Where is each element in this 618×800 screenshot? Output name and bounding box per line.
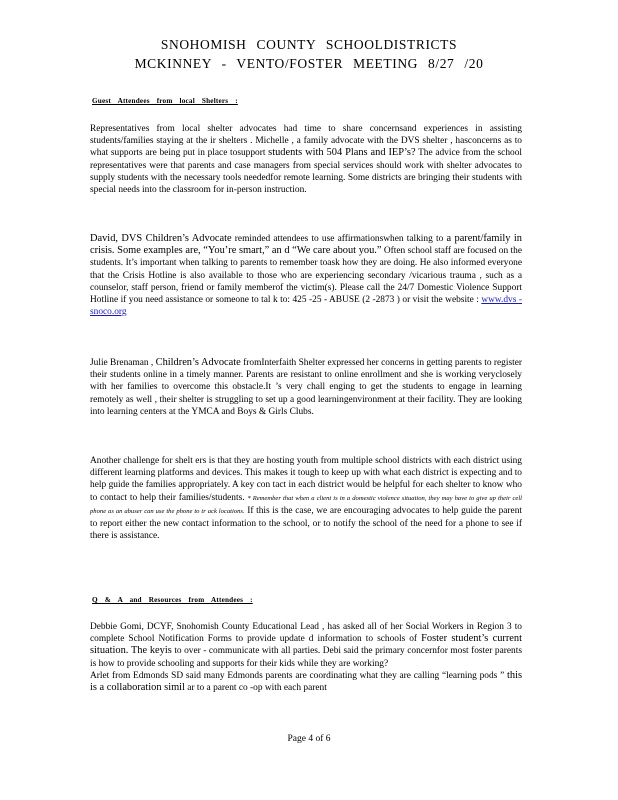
paragraph-julie-brenaman: Julie Brenaman , Children’s Advocate fromInterfaith Shelter expressed her concerns in getting parents to register their students online in a timely manner. Parents are resistant to online enrollment and she is working veryclosely with her families to overcome this obstacle.It ’s very chall enging to get the students to engage in learning remotely as well , their shelter is struggling to set up a good learningenvironment at their facility. They are looking into learning centers at the YMCA and Boys & Girls Clubs. xyxy=(90,357,522,417)
document-title-line-2: MCKINNEY - VENTO/FOSTER MEETING 8/27 /20 xyxy=(134,56,484,71)
page-number: Page 4 of 6 xyxy=(287,734,331,744)
website-link[interactable]: www.dvs -snoco.org xyxy=(90,295,522,318)
section-heading-guest-attendees: Guest Attendees from local Shelters : xyxy=(92,97,238,105)
paragraph-representatives: Representatives from local shelter advocates had time to share concernsand experiences in assisting students/families staying at the ir shelters . Michelle , a family advocate with the DVS shelter , hasconcerns as to what supports are being put in place tosupport students with 504 Plans and IEP’s? The advice from the school representatives were that parents and case managers from special services should work with shelter advocates to supply students with the necessary tools neededfor remote learning. Some districts are bringing their students with special needs into the classroom for in-person instruction. xyxy=(90,124,522,196)
document-title-line-1: SNOHOMISH COUNTY SCHOOLDISTRICTS xyxy=(160,37,458,52)
remember-note: * Remember that when a client is in a domestic violence situation, they may have to give up their cell phone as an abuser can use the phone to tr ack locations. xyxy=(90,494,522,515)
paragraph-debbie-gomi: Debbie Gomi, DCYF, Snohomish County Educational Lead , has asked all of her Social Workers in Region 3 to complete School Notification Forms to provide update d information to schools of Foster student’s current situation. The keyis to over - communicate with all parties. Debi said the primary concernfor most foster parents is how to provide schooling and supports for their kids while they are working? Arlet from Edmonds SD said many Edmonds parents are coordinating what they are calling “learning pods ” this is a collaboration simil ar to a parent co -op with each parent xyxy=(90,622,523,694)
section-heading-q-and-a: Q & A and Resources from Attendees : xyxy=(92,596,253,604)
paragraph-david-dvs: David, DVS Children’s Advocate reminded attendees to use affirmationswhen talking to a parent/family in crisis. Some examples are, “You’re smart,” an d “We care about you.” Often school staff are focused on the students. It’s important when talking to parents to remember toask how they are doing. He also informed everyone that the Crisis Hotline is also available to those who are experiencing secondary /vicarious trauma , such as a counselor, staff person, friend or family memberof the victim(s). Please call the 24/7 Domestic Violence Support Hotline if you need assistance or someone to tal k to: 425 -25 - ABUSE (2 -2873 ) or visit the website : www.dvs -snoco.org xyxy=(90,233,522,318)
paragraph-another-challenge: Another challenge for shelt ers is that they are hosting youth from multiple school districts with each district using different learning platforms and devices. This makes it tough to keep up with what each district is expecting and to help guide the families appropriately. A key con tact in each district would be helpful for each shelter to know who to contact to help their families/students. * Remember that when a client is in a domestic violence situation, they may have to give up their cell phone as an abuser can use the phone to tr ack locations. If this is the case, we are encouraging advocates to help guide the parent to report either the new contact information to the school, or to notify the school of the need for a phone to see if there is assistance. xyxy=(90,456,523,542)
